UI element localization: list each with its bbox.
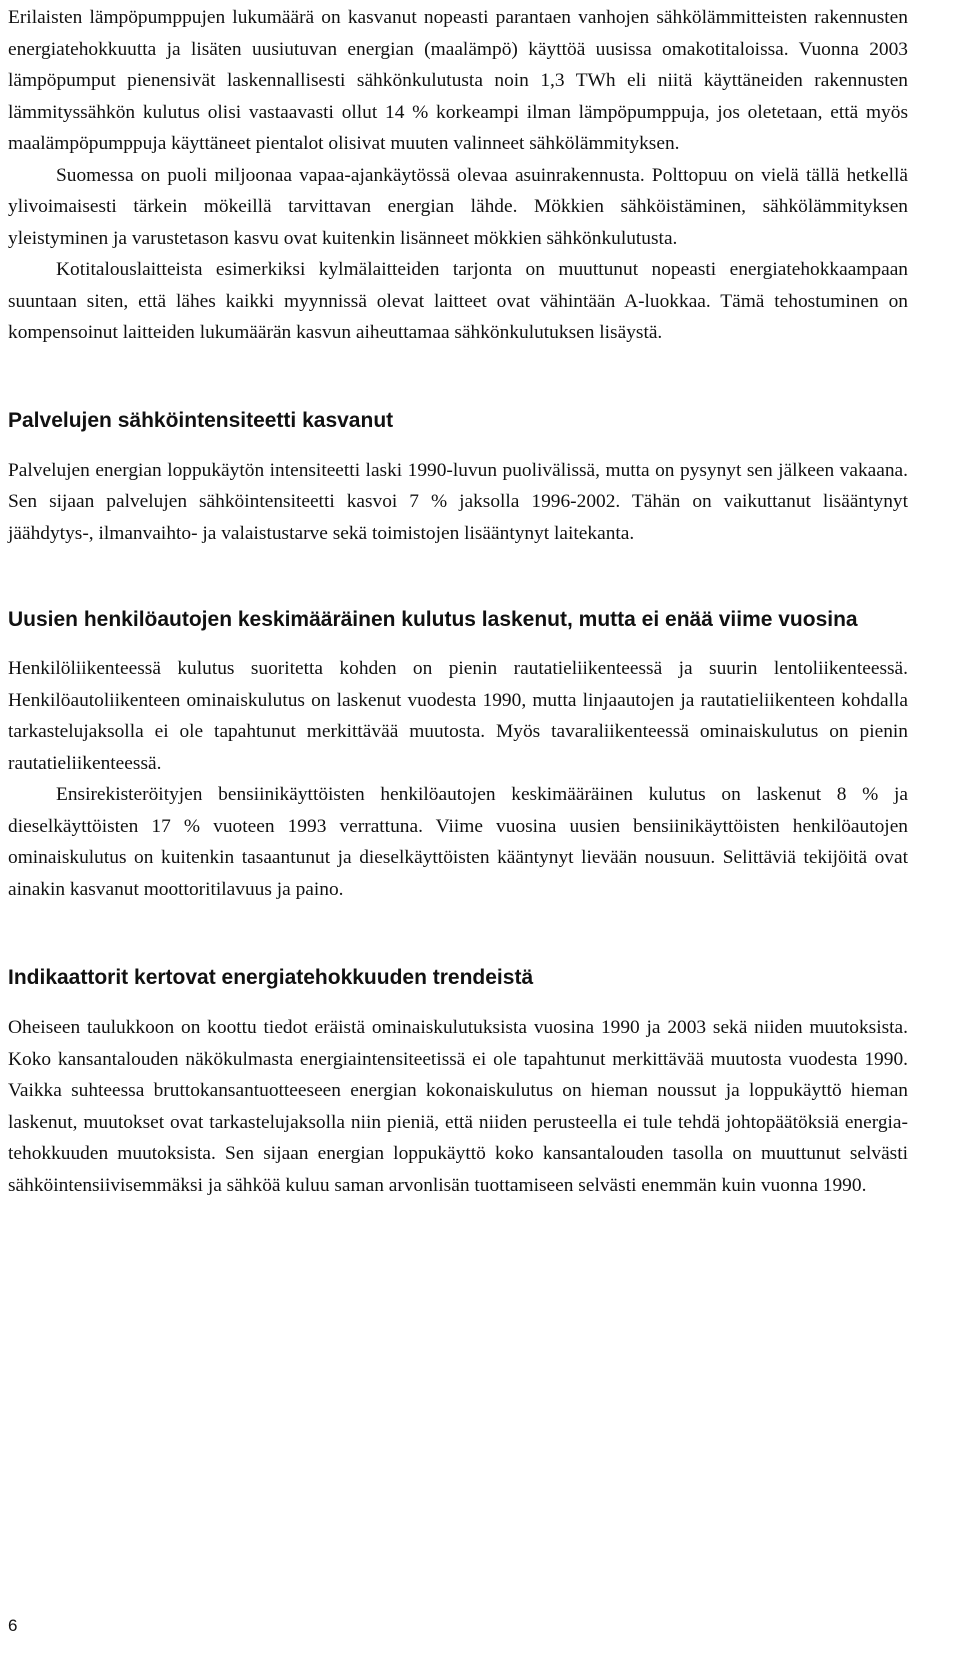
section-services — [8, 455, 908, 550]
paragraph: Henkilöliikenteessä kulutus suoritetta kohden on pienin rautatieliikenteessä ja suurin lentoliikenteessä. Henkilöautoliikenteen ominaiskulutus on laskenut vuodesta 1990, mutta linjaautojen ja rautatieliikenteen kohdalla tarkastelujaksolla ei ole tapahtunut merkittävää muutosta. Myös tavaraliikenteessä ominaiskulutus on pienin rautatieliikenteessä. — [8, 658, 908, 774]
paragraph: Suomessa on puoli miljoonaa vapaa-ajankäytössä olevaa asuinrakennusta. Polttopuu on vielä tällä hetkellä ylivoimaisesti tärkein mökeillä tarvittavan energian lähde. Mökkien sähköistäminen, sähkölämmityksen yleistyminen ja varustetason kasvu ovat kuitenkin lisänneet mökkien sähkönkulutusta. — [8, 164, 908, 249]
paragraph: Oheiseen taulukkoon on koottu tiedot eräistä ominaiskulutuksista vuosina 1990 ja 2003 sekä niiden muutoksista. Koko kansantalouden näkökulmasta energiaintensiteetissä ei ole tapahtunut merkittävää muutosta vuodesta 1990. Vaikka suhteessa bruttokansantuotteeseen energian kokonaiskulutus on hieman noussut ja loppukäyttö hieman laskenut, muutokset ovat tarkastelujaksolla niin pieniä, että niiden perusteella ei tule tehdä johtopäätöksiä energiatehokkuuden muutoksista. Sen sijaan energian loppukäyttö koko kansantalouden tasolla on muuttunut selvästi sähköintensiivisemmäksi ja sähköä kuluu saman arvonlisän tuottamiseen selvästi enemmän kuin vuonna 1990. — [8, 1017, 908, 1196]
section-heading: Uusien henkilöautojen keskimääräinen kulutus laskenut, mutta ei enää viime vuosina — [8, 608, 858, 631]
paragraph: Erilaisten lämpöpumppujen lukumäärä on kasvanut nopeasti parantaen vanhojen sähkölämmitteisten rakennusten energiatehokkuutta ja lisäten uusiutuvan energian (maalämpö) käyttöä uusissa omakotitaloissa. Vuonna 2003 lämpöpumput pienensivät laskennallisesti sähkönkulutusta noin 1,3 TWh eli niitä käyttäneiden rakennusten lämmityssähkön kulutus olisi vastaavasti ollut 14 % korkeampi ilman lämpöpumppuja, jos oletetaan, että myös maalämpöpumppuja käyttäneet pientalot olisivat muuten valinneet sähkölämmityksen. — [8, 7, 908, 154]
section-cars — [8, 653, 908, 905]
section-heading: Indikaattorit kertovat energiatehokkuuden trendeistä — [8, 966, 534, 989]
paragraph: Palvelujen energian loppukäytön intensiteetti laski 1990-luvun puolivälissä, mutta on pysynyt sen jälkeen vakaana. Sen sijaan palvelujen sähköintensiteetti kasvoi 7 % jaksolla 1996-2002. Tähän on vaikuttanut lisääntynyt jäähdytys-, ilmanvaihto- ja valaistustarve sekä toimistojen lisääntynyt laitekanta. — [8, 459, 908, 544]
paragraph: Ensirekisteröityjen bensiinikäyttöisten henkilöautojen keskimääräinen kulutus on laskenut 8 % ja dieselkäyttöisten 17 % vuoteen 1993 verrattuna. Viime vuosina uusien bensiinikäyttöisten henkilöautojen ominaiskulutus on kuitenkin tasaantunut ja dieselkäyttöisten kääntynyt lievään nousuun. Selittäviä tekijöitä ovat ainakin kasvanut moottoritilavuus ja paino. — [8, 784, 908, 900]
section-indicators — [8, 1012, 908, 1201]
document-page — [8, 0, 908, 1201]
section-heat-pumps — [8, 2, 908, 349]
page-number: 6 — [8, 1616, 18, 1635]
section-heading: Palvelujen sähköintensiteetti kasvanut — [8, 408, 394, 432]
paragraph: Kotitalouslaitteista esimerkiksi kylmälaitteiden tarjonta on muuttunut nopeasti energiatehokkaampaan suuntaan siten, että lähes kaikki myynnissä olevat laitteet ovat vähintään A-luokkaa. Tämä tehostuminen on kompensoinut laitteiden lukumäärän kasvun aiheuttamaa sähkönkulutuksen lisäystä. — [8, 259, 908, 343]
